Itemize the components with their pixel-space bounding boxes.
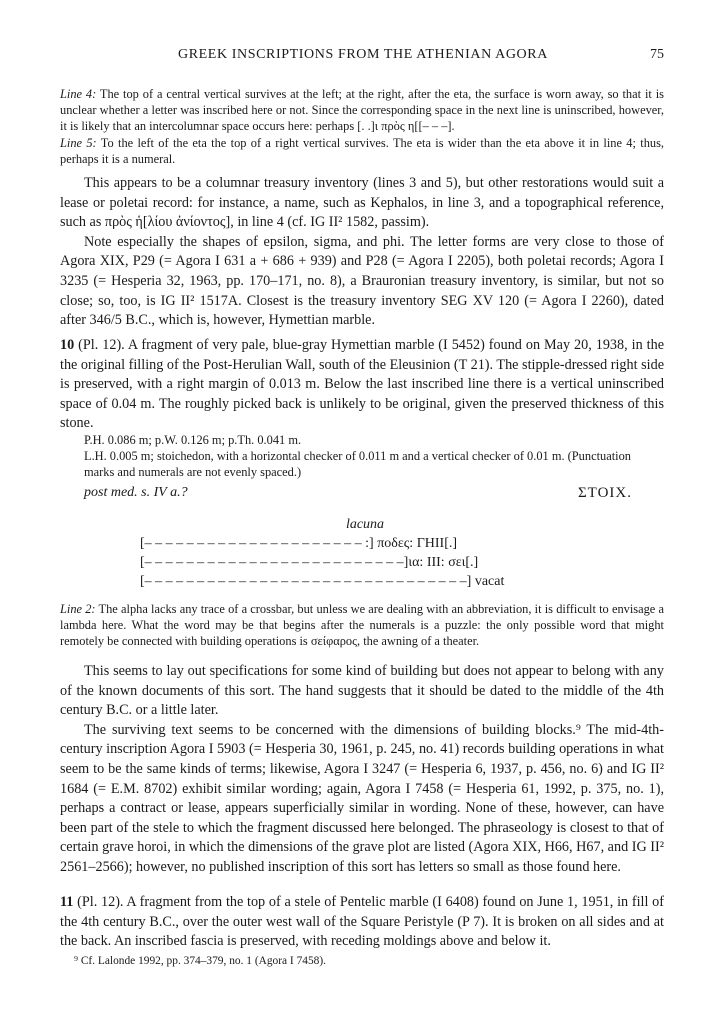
entry-11 [60,893,664,952]
entry-10-specs [84,432,664,481]
line4-note [60,86,664,135]
footnote-9: ⁹ Cf. Lalonde 1992, pp. 374–379, no. 1 (Agora I 7458). [74,955,326,967]
entry-10-stoichedon: ΣΤΟΙΧ. [577,485,632,501]
page-number: 75 [650,47,664,62]
entry-10-number: 10 [60,337,75,353]
entry-11-text: (Pl. 12). A fragment from the top of a stele of Pentelic marble (I 6408) found on June 1, 1951, in fill of the 4th century B.C., over the outer west wall of the Square Peristyle (P 7). It is broken on all sides and at the back. An inscribed fascia is preserved, with receding moldings above and below it. [60,894,664,950]
entry-10 [60,336,664,434]
entry-10-dimensions: P.H. 0.086 m; p.W. 0.126 m; p.Th. 0.041 m. [84,433,302,447]
line5-text: To the left of the eta the top of a right vertical survives. The eta is wider than the eta above it in line 4; thus, perhaps it is a numeral. [60,135,665,166]
line-notes-top [60,86,664,167]
line5-note [60,135,664,167]
paragraph-specifications: This seems to lay out specifications for some kind of building but does not appear to belong with any of the known documents of this sort. The hand suggests that it should be dated to the middle of the 4th century B.C. or a little later. [60,663,664,719]
inscription-text [140,515,560,591]
line4-label: Line 4: [60,87,97,101]
entry-10-description [60,336,664,434]
entry-11-description [60,893,664,952]
running-title: GREEK INSCRIPTIONS FROM THE ATHENIAN AGORA [178,47,548,62]
line2-text: The alpha lacks any trace of a crossbar, but unless we are dealing with an abbreviation, it is difficult to envisage a lambda here. What the word may be that begins after the numerals is a puzzle: the only possible word that might remotely be connected with building operations is σείφαρος, the awning of a theater. [60,602,664,649]
inscription-line-3: [– – – – – – – – – – – – – – – – – – – – – – – – – – – – – – –] vacat [140,574,505,589]
paragraph-letterforms: Note especially the shapes of epsilon, sigma, and phi. The letter forms are very close to those of Agora XIX, P29 (= Agora I 631 a + 686 + 939) and P28 (= Agora I 2205), both poletai records; Agora I 3235 (= Hesperia 32, 1963, pp. 170–171, no. 8), a Brauronian treasury inventory, is similar, but not so close; so, too, is IG II² 1517A. Closest is the treasury inventory SEG XV 120 (= Agora I 2260), dated after 346/5 B.C., which is, however, Hymettian marble. [60,233,664,329]
line2-note-para [60,601,664,650]
commentary-10 [60,662,664,878]
entry-10-date: post med. s. IV a.? [84,485,188,500]
lacuna-label: lacuna [345,517,385,532]
inscription-line-1: [– – – – – – – – – – – – – – – – – – – – – :] ποδες: ΓΗΙΙ[.] [140,536,458,551]
entry-10-text: (Pl. 12). A fragment of very pale, blue-gray Hymettian marble (I 5452) found on May 20, 1938, in the the original filling of the Post-Herulian Wall, south of the Eleusinion (T 21). The stipple-dressed right side is preserved, with a right margin of 0.013 m. Below the last inscribed line there is a vertical uninscribed space of 0.04 m. The roughly picked back is unlikely to be original, given the preserved thickness of this stone. [60,337,664,432]
line5-label: Line 5: [60,135,97,150]
paragraph-treasury: This appears to be a columnar treasury inventory (lines 3 and 5), but other restorations would suit a lease or poletai record: for instance, a name, such as Kephalos, in line 3, and a topographical reference, such as πρὸς ἡ[λίου ἀνίοντος], in line 4 (cf. IG II² 1582, passim). [60,175,664,231]
running-header [60,47,664,67]
entry-11-number: 11 [60,894,74,910]
line2-label: Line 2: [60,602,96,616]
paragraph-dimensions: The surviving text seems to be concerned with the dimensions of building blocks.⁹ The mid-4th-century inscription Agora I 5903 (= Hesperia 30, 1961, p. 245, no. 41) records building operations in what seem to be the same kinds of terms; likewise, Agora I 3247 (= Hesperia 6, 1937, p. 456, no. 6) and IG II² 1684 (= E.M. 8702) exhibit similar wording; again, Agora I 7458 (= Hesperia 61, 1992, p. 375, no. 1), perhaps a contract or lease, appears superficially similar in wording. None of these, however, can have been part of the stele to which the fragment discussed here belonged. The phraseology is closest to that of certain grave horoi, in which the dimensions of the grave plot are listed (Agora XIX, H66, H67, and IG II² 2561–2566); however, no published inscription of this sort has letters so small as those found here. [60,721,664,875]
entry-10-letters: L.H. 0.005 m; stoichedon, with a horizontal checker of 0.011 m and a vertical checker of 0.01 m. (Punctuation marks and numerals are not evenly spaced.) [84,449,631,480]
commentary-9 [60,174,664,331]
line2-note [60,601,664,650]
inscription-line-2: [– – – – – – – – – – – – – – – – – – – – – – – – –]ια: ΙΙΙ: σει[.] [140,555,479,570]
line4-text: The top of a central vertical survives at the left; at the right, after the eta, the surface is worn away, so that it is unclear whether a letter was inscribed here or not. Since the corresponding space in the next line is uninscribed, however, it is likely that an intercolumnar space occurs here: perhaps [. .]ι πρὸς η[[– – –]. [60,87,664,134]
